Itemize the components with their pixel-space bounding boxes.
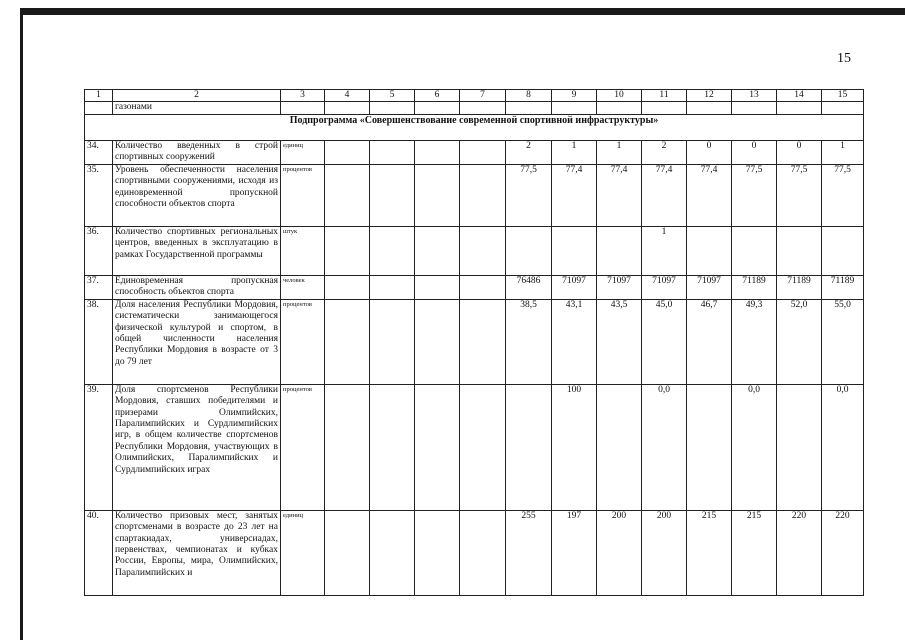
column-number: 8: [506, 90, 552, 102]
value-cell: 0: [687, 141, 732, 165]
value-cell: [687, 384, 732, 510]
table-row: [85, 299, 864, 384]
value-cell: [325, 299, 370, 384]
value-cell: 0: [732, 141, 777, 165]
value-cell: [460, 299, 506, 384]
indicator-name: Доля спортсменов Республики Мордовия, ставших победителями и призерами Олимпийских, Паралимпийских и Сурдлимпийских игр, в общем количестве спортсменов Республики Мордовия, участвующих в Олимпийских, Паралимпийских и Сурдлимпийских играх: [113, 384, 281, 510]
value-cell: [370, 164, 415, 226]
row-number: 35.: [85, 164, 113, 226]
value-cell: 77,4: [552, 164, 597, 226]
column-number: 1: [85, 90, 113, 102]
subprogram-title: Подпрограмма «Совершенствование современной спортивной инфраструктуры»: [85, 115, 864, 141]
value-cell: [732, 226, 777, 275]
value-cell: 0,0: [642, 384, 687, 510]
value-cell: 215: [687, 510, 732, 595]
value-cell: [325, 275, 370, 299]
column-number: 9: [552, 90, 597, 102]
value-cell: [415, 275, 460, 299]
column-number: 14: [777, 90, 822, 102]
scan-left-edge: [20, 8, 23, 640]
unit-of-measure: штук: [281, 226, 325, 275]
value-cell: 77,5: [822, 164, 864, 226]
value-cell: 38,5: [506, 299, 552, 384]
value-cell: [506, 226, 552, 275]
value-cell: [370, 510, 415, 595]
column-number: 12: [687, 90, 732, 102]
value-cell: [506, 384, 552, 510]
value-cell: [460, 384, 506, 510]
column-number: 13: [732, 90, 777, 102]
table-row: [85, 226, 864, 275]
value-cell: [370, 275, 415, 299]
value-cell: 1: [552, 141, 597, 165]
value-cell: 71097: [597, 275, 642, 299]
value-cell: 220: [777, 510, 822, 595]
row-number: 37.: [85, 275, 113, 299]
unit-of-measure: единиц: [281, 141, 325, 165]
value-cell: [370, 384, 415, 510]
value-cell: 215: [732, 510, 777, 595]
value-cell: 2: [642, 141, 687, 165]
value-cell: [822, 226, 864, 275]
row-number: 36.: [85, 226, 113, 275]
value-cell: [370, 299, 415, 384]
value-cell: 1: [642, 226, 687, 275]
row-number: 40.: [85, 510, 113, 595]
row-number: 38.: [85, 299, 113, 384]
value-cell: [460, 226, 506, 275]
indicator-name: Количество спортивных региональных центров, введенных в эксплуатацию в рамках Государственной программы: [113, 226, 281, 275]
continuation-row: [85, 102, 864, 115]
value-cell: 255: [506, 510, 552, 595]
value-cell: 76486: [506, 275, 552, 299]
table-row: [85, 510, 864, 595]
table-row: [85, 384, 864, 510]
row-number: 39.: [85, 384, 113, 510]
value-cell: [460, 164, 506, 226]
value-cell: 1: [822, 141, 864, 165]
value-cell: 0,0: [822, 384, 864, 510]
scan-top-edge: [22, 8, 905, 15]
subprogram-row: [85, 115, 864, 141]
value-cell: 77,5: [506, 164, 552, 226]
value-cell: 77,4: [597, 164, 642, 226]
value-cell: 71189: [777, 275, 822, 299]
value-cell: 43,5: [597, 299, 642, 384]
indicator-name: Доля населения Республики Мордовия, систематически занимающегося физической культурой и спортом, в общей численности населения Республики Мордовия в возрасте от 3 до 79 лет: [113, 299, 281, 384]
unit-of-measure: процентов: [281, 164, 325, 226]
value-cell: 77,5: [732, 164, 777, 226]
column-number: 2: [113, 90, 281, 102]
value-cell: 49,3: [732, 299, 777, 384]
value-cell: 2: [506, 141, 552, 165]
value-cell: 71097: [687, 275, 732, 299]
page-number: 15: [837, 51, 851, 66]
value-cell: [460, 275, 506, 299]
value-cell: [687, 226, 732, 275]
continuation-text: газонами: [113, 102, 281, 115]
value-cell: 77,5: [777, 164, 822, 226]
value-cell: [597, 226, 642, 275]
value-cell: [460, 141, 506, 165]
value-cell: [552, 226, 597, 275]
value-cell: 197: [552, 510, 597, 595]
table-row: [85, 164, 864, 226]
value-cell: [597, 384, 642, 510]
row-number: 34.: [85, 141, 113, 165]
unit-of-measure: человек: [281, 275, 325, 299]
value-cell: 0,0: [732, 384, 777, 510]
indicator-name: Количество призовых мест, занятых спортсменами в возрасте до 23 лет на спартакиадах, универсиадах, первенствах, чемпионатах и кубках России, Европы, мира, Олимпийских, Паралимпийских и: [113, 510, 281, 595]
value-cell: 52,0: [777, 299, 822, 384]
value-cell: [460, 510, 506, 595]
unit-of-measure: единиц: [281, 510, 325, 595]
value-cell: 45,0: [642, 299, 687, 384]
indicator-name: Единовременная пропускная способность объектов спорта: [113, 275, 281, 299]
value-cell: 71097: [642, 275, 687, 299]
value-cell: 77,4: [642, 164, 687, 226]
indicator-name: Количество введенных в строй спортивных сооружений: [113, 141, 281, 165]
value-cell: 71097: [552, 275, 597, 299]
column-number-row: [85, 90, 864, 102]
indicator-name: Уровень обеспеченности населения спортивными сооружениями, исходя из единовременной пропускной способности объектов спорта: [113, 164, 281, 226]
value-cell: 200: [642, 510, 687, 595]
column-number: 3: [281, 90, 325, 102]
value-cell: 220: [822, 510, 864, 595]
column-number: 4: [325, 90, 370, 102]
value-cell: [415, 384, 460, 510]
value-cell: [325, 164, 370, 226]
column-number: 5: [370, 90, 415, 102]
unit-of-measure: процентов: [281, 299, 325, 384]
column-number: 11: [642, 90, 687, 102]
column-number: 15: [822, 90, 864, 102]
value-cell: 1: [597, 141, 642, 165]
value-cell: 55,0: [822, 299, 864, 384]
unit-of-measure: процентов: [281, 384, 325, 510]
value-cell: [415, 141, 460, 165]
column-number: 10: [597, 90, 642, 102]
value-cell: 200: [597, 510, 642, 595]
value-cell: [415, 510, 460, 595]
value-cell: [325, 384, 370, 510]
value-cell: 71189: [732, 275, 777, 299]
value-cell: 43,1: [552, 299, 597, 384]
value-cell: 71189: [822, 275, 864, 299]
value-cell: [370, 226, 415, 275]
value-cell: [325, 226, 370, 275]
value-cell: [325, 141, 370, 165]
column-number: 7: [460, 90, 506, 102]
value-cell: [415, 299, 460, 384]
table-row: [85, 141, 864, 165]
value-cell: 100: [552, 384, 597, 510]
column-number: 6: [415, 90, 460, 102]
value-cell: [415, 164, 460, 226]
value-cell: [325, 510, 370, 595]
value-cell: 46,7: [687, 299, 732, 384]
indicators-table: [84, 89, 864, 596]
value-cell: 77,4: [687, 164, 732, 226]
value-cell: 0: [777, 141, 822, 165]
value-cell: [415, 226, 460, 275]
value-cell: [370, 141, 415, 165]
value-cell: [777, 226, 822, 275]
value-cell: [777, 384, 822, 510]
table-row: [85, 275, 864, 299]
